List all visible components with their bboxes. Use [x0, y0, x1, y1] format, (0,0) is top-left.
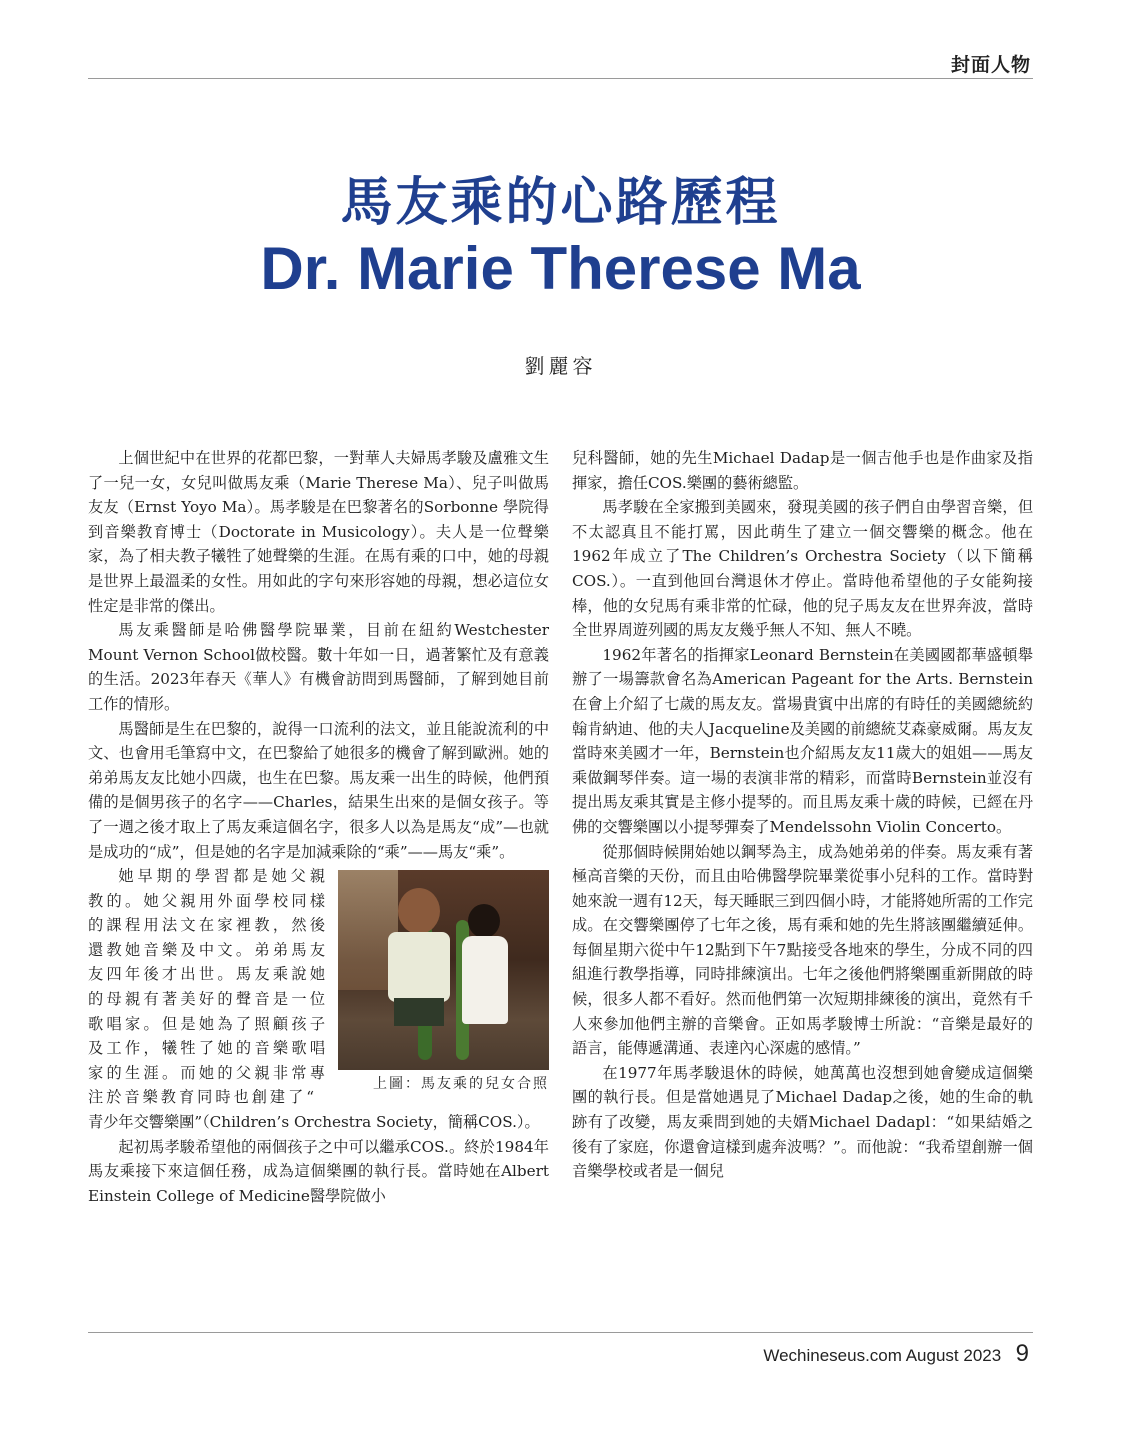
- top-divider: [88, 78, 1033, 79]
- article-column-right: [572, 446, 1033, 1296]
- paragraph: 從那個時候開始她以鋼琴為主，成為她弟弟的伴奏。馬友乘有著極高音樂的天份，而且由哈佛醫學院畢業從事小兒科的工作。當時對她來說一週有12天，每天睡眠三到四個小時，才能將她所需的工作完成。在交響樂團停了七年之後，馬有乘和她的先生將該團繼續延伸。每個星期六從中午12點到下午7點接受各地來的學生，分成不同的四組進行教學指導，同時排練演出。七年之後他們將樂團重新開啟的時候，很多人都不看好。然而他們第一次短期排練後的演出，竟然有千人來參加他們主辦的音樂會。正如馬孝駿博士所說：“音樂是最好的語言，能傳遞溝通、表達內心深處的感情。”: [572, 842, 1033, 1058]
- author-name: 劉麗容: [524, 354, 597, 378]
- paragraph-continued: 兒科醫師，她的先生Michael Dadap是一個吉他手也是作曲家及指揮家，擔任COS.樂團的藝術總監。: [572, 449, 1033, 492]
- photo-figure: [338, 870, 549, 1094]
- footer-site-date: Wechineseus.com August 2023: [763, 1346, 1002, 1365]
- paragraph-continued: 青少年交響樂團”（Children’s Orchestra Society，簡稱COS.）。: [88, 1113, 540, 1132]
- paragraph: 馬醫師是生在巴黎的，說得一口流利的法文，並且能說流利的中文、也會用毛筆寫中文，在巴黎給了她很多的機會了解到歐洲。她的弟弟馬友友比她小四歲，也生在巴黎。馬友乘一出生的時候，他們預備的是個男孩子的名字——Charles，結果生出來的是個女孩子。等了一週之後才取上了馬友乘這個名字，很多人以為是馬友“成”—也就是成功的“成”，但是她的名字是加減乘除的“乘”——馬友“乘”。: [88, 719, 549, 861]
- paragraph: 1962年著名的指揮家Leonard Bernstein在美國國都華盛頓舉辦了一場籌款會名為American Pageant for the Arts. Bernstein在會上介紹了七歲的馬友友。當場貴賓中出席的有時任的美國總統約翰肯納迪、他的夫人Jacqueline及美國的前總統艾森豪威爾。馬友友當時來美國才一年，Bernstein也介紹馬友友11歲大的姐姐——馬友乘做鋼琴伴奏。這一場的表演非常的精彩，而當時Bernstein並沒有提出馬友乘其實是主修小提琴的。而且馬友乘十歲的時候，已經在丹佛的交響樂團以小提琴彈奏了Mendelssohn Violin Concerto。: [572, 645, 1033, 836]
- article-column-left: [88, 446, 549, 1296]
- section-label: 封面人物: [950, 54, 1031, 76]
- photo-caption: 上圖：馬友乘的兒女合照: [373, 1076, 549, 1093]
- paragraph: 起初馬孝駿希望他的兩個孩子之中可以繼承COS.。終於1984年馬友乘接下來這個任務，成為這個樂團的執行長。當時她在Albert Einstein College of Medicine醫學院做小: [88, 1137, 549, 1205]
- page-number: 9: [1015, 1340, 1029, 1367]
- paragraph: 馬友乘醫師是哈佛醫學院畢業，目前在紐約Westchester Mount Vernon School做校醫。數十年如一日，過著繁忙及有意義的生活。2023年春天《華人》有機會訪問到馬醫師，了解到她目前工作的情形。: [88, 621, 549, 713]
- article-title-english: Dr. Marie Therese Ma: [260, 235, 861, 302]
- paragraph: 她早期的學習都是她父親教的。她父親用外面學校同樣的課程用法文在家裡教，然後還教她音樂及中文。弟弟馬友友四年後才出世。馬友乘說她的母親有著美好的聲音是一位歌唱家。但是她為了照顧孩子及工作，犧牲了她的音樂歌唱家的生涯。而她的父親非常專注於音樂教育同時也創建了“: [88, 867, 328, 1107]
- family-photo: [338, 870, 549, 1070]
- paragraph: 在1977年馬孝駿退休的時候，她萬萬也沒想到她會變成這個樂團的執行長。但是當她遇見了Michael Dadap之後，她的生命的軌跡有了改變，馬友乘問到她的夫婿Michael Dadapl：“如果結婚之後有了家庭，你還會這樣到處奔波嗎？”。而他說：“我希望創辦一個音樂學校或者是一個兒: [572, 1063, 1033, 1181]
- paragraph: 馬孝駿在全家搬到美國來，發現美國的孩子們自由學習音樂，但不太認真且不能打罵，因此萌生了建立一個交響樂的概念。他在1962年成立了The Children’s Orchestra Society（以下簡稱COS.）。一直到他回台灣退休才停止。當時他希望他的子女能夠接棒，他的女兒馬有乘非常的忙碌，他的兒子馬友友在世界奔波，當時全世界周遊列國的馬友友幾乎無人不知、無人不曉。: [572, 498, 1033, 640]
- paragraph: 上個世紀中在世界的花都巴黎，一對華人夫婦馬孝駿及盧雅文生了一兒一女，女兒叫做馬友乘（Marie Therese Ma）、兒子叫做馬友友（Ernst Yoyo Ma）。馬孝駿是在巴黎著名的Sorbonne 學院得到音樂教育博士（Doctorate in Musicology）。夫人是一位聲樂家，為了相夫教子犧牲了她聲樂的生涯。在馬有乘的口中，她的母親是世界上最溫柔的女性。用如此的字句來形容她的母親，想必這位女性定是非常的傑出。: [88, 449, 549, 615]
- page-footer: [763, 1340, 1029, 1368]
- article-title-chinese: 馬友乘的心路歷程: [340, 173, 781, 233]
- bottom-divider: [88, 1332, 1033, 1333]
